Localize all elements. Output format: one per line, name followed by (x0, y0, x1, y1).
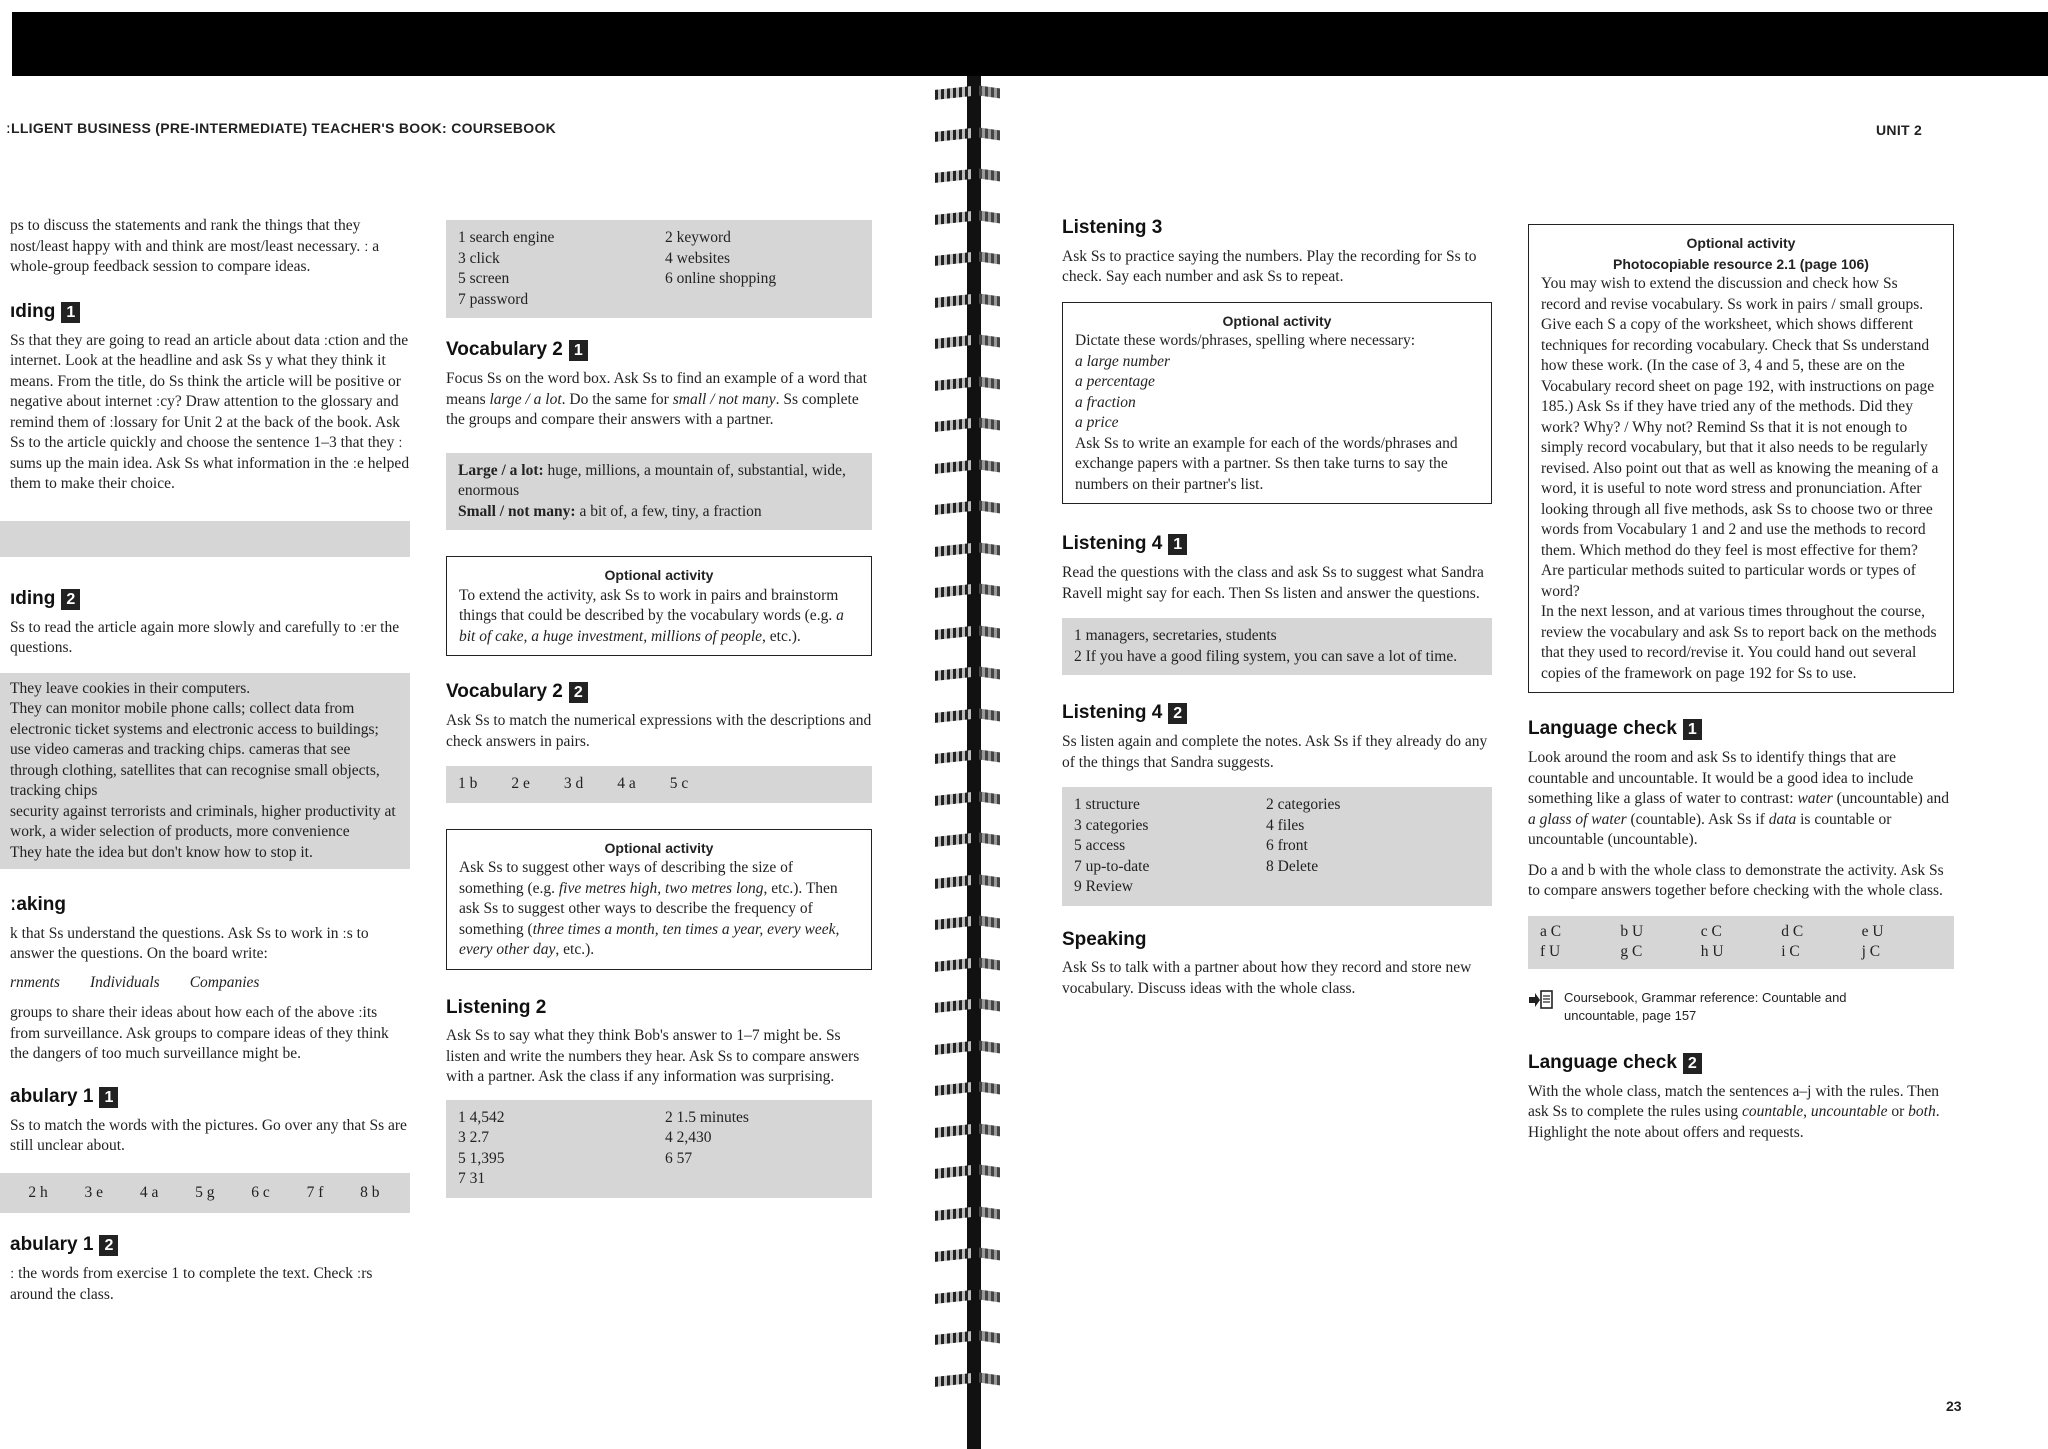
answer-item: c C (1700, 922, 1722, 940)
vocabulary-2-2-text: Ask Ss to match the numerical expressions with the descriptions and check answers in pairs. (446, 712, 872, 750)
answer-item: 2 e (511, 775, 530, 792)
answer-item: 4 a (139, 1183, 159, 1201)
answer-item: 6 c (251, 1183, 270, 1201)
italic-run: both (1908, 1103, 1936, 1120)
dictation-item: a large number (1075, 352, 1170, 370)
answer-item: 3 e (84, 1183, 104, 1201)
word-item: 2 keyword (665, 229, 731, 246)
scan-top-edge (12, 12, 2048, 76)
listening-2-heading: Listening 2 (446, 996, 547, 1018)
exercise-number: 2 (569, 682, 588, 703)
text-run: or (1887, 1103, 1909, 1120)
answer-item: 5 1,395 (458, 1149, 505, 1167)
italic-run: data (1768, 810, 1797, 828)
answer-label: Small / not many: (458, 502, 576, 520)
reading-1-heading (10, 302, 410, 323)
speaking-heading-right: Speaking (1062, 928, 1147, 950)
listening-4-2-answers (1062, 787, 1492, 906)
exercise-number: 2 (1168, 703, 1187, 724)
heading-text: Listening 4 (1062, 702, 1163, 723)
box-title: Optional activity (604, 839, 714, 856)
language-check-2-heading (1528, 1053, 1954, 1074)
answer-item: They hate the idea but don't know how to stop it. (10, 843, 313, 861)
right-column-2 (1528, 224, 1954, 1149)
vocabulary-1-1-heading (10, 1087, 410, 1108)
board-words (10, 973, 410, 994)
speaking-heading: ːaking (10, 894, 66, 915)
book-reference-icon (1528, 989, 1552, 1011)
answer-item: 8 Delete (1266, 857, 1319, 875)
answer-item: j C (1861, 943, 1881, 960)
speaking-text-2: groups to share their ideas about how each of the above ːits from surveillance. Ask groups to compare ideas of they think the dangers of too much surveillance might be. (10, 1004, 389, 1062)
vocabulary-1-1-answers (0, 1173, 410, 1214)
listening-2-text: Ask Ss to say what they think Bob's answer to 1–7 might be. Ss listen and write the numbers they hear. Ask Ss to compare answers with a partner. Ask the class if any information was surprising. (446, 1027, 860, 1085)
box-title: Optional activity (1686, 235, 1796, 251)
dictation-item: a fraction (1075, 393, 1136, 411)
reading-2-text: Ss to read the article again more slowly and carefully to ːer the questions. (10, 618, 400, 656)
vocabulary-1-1-text: Ss to match the words with the pictures. Go over any that Ss are still unclear about. (10, 1116, 407, 1154)
answer-item: 5 g (195, 1183, 215, 1201)
answer-item: d C (1781, 922, 1804, 940)
dictation-item: a percentage (1075, 373, 1155, 390)
italic-run: three times a month, ten times a year, every week, every other day (459, 920, 840, 958)
answer-item: 3 categories (1074, 816, 1149, 834)
answer-item: 2 1.5 minutes (665, 1108, 749, 1126)
answer-label: Large / a lot: (458, 461, 544, 479)
text-run: Look around the room and ask Ss to identify things that are countable and uncountable. It would be a good idea to include something like a glass of water to contrast: (1528, 749, 1914, 807)
word-item: 6 online shopping (665, 270, 777, 287)
answer-item (458, 461, 860, 502)
text-run: With the whole class, match the sentences a–j with the rules. Then ask Ss to complete the rules using (1528, 1082, 1940, 1120)
answer-item: e U (1861, 922, 1884, 940)
answer-text: huge, millions, a mountain of, substantial, wide, enormous (458, 461, 846, 499)
optional-activity-box-1 (446, 556, 872, 656)
exercise-number: 1 (569, 340, 588, 361)
italic-run: uncountable (1810, 1103, 1888, 1120)
vocabulary-2-1-text (446, 369, 872, 431)
italic-run: five metres high, two metres long (558, 879, 764, 897)
heading-text: Language check (1528, 718, 1677, 739)
text-run: (countable). Ask Ss if (1626, 810, 1769, 828)
answer-item: 1 4,542 (458, 1108, 505, 1126)
listening-4-1-text: Read the questions with the class and ask Ss to suggest what Sandra Ravell might say for each. Then Ss listen and answer the questions. (1062, 564, 1484, 602)
answer-item: 4 files (1266, 816, 1305, 834)
vocabulary-1-2-text: ː the words from exercise 1 to complete the text. Check ːrs around the class. (10, 1265, 373, 1303)
italic-run: small / not many (672, 390, 776, 408)
optional-activity-box-2 (446, 829, 872, 970)
heading-text: Language check (1528, 1051, 1677, 1073)
intro-paragraph: ps to discuss the statements and rank the things that they nost/least happy with and think are most/least necessary. ː a whole-group feedback session to compare ideas. (10, 217, 380, 275)
exercise-number: 1 (1168, 534, 1187, 555)
grammar-reference (1528, 989, 1954, 1025)
answer-item: 3 d (563, 775, 584, 792)
answer-item: security against terrorists and criminals, higher productivity at work, a wider selection of products, more convenience (10, 802, 396, 840)
exercise-number: 2 (99, 1235, 118, 1256)
answer-item: b U (1620, 922, 1644, 940)
running-head-right: UNIT 2 (1876, 122, 1923, 138)
text-run: (uncountable) and (1832, 790, 1949, 807)
listening-4-1-answers (1062, 618, 1492, 675)
answer-item: 1 structure (1074, 796, 1140, 813)
board-word: Companies (189, 973, 260, 991)
answer-item: h U (1700, 943, 1724, 960)
text-run: . Do the same for (561, 390, 673, 408)
running-head-left: ːLLIGENT BUSINESS (PRE-INTERMEDIATE) TEACHER'S BOOK: COURSEBOOK (6, 120, 557, 136)
word-item: 1 search engine (458, 229, 555, 246)
reading-1-text: Ss that they are going to read an article about data ːction and the internet. Look at the headline and ask Ss y what they think it means. From the title, do Ss think the article will be positive or negative about internet ːcy? Draw attention to the glossary and remind them of ːlossary for Unit 2 at the back of the book. Ask Ss to the article quickly and choose the sentence 1–3 that they ː sums up the main idea. Ask Ss what information in the ːe helped them to make their choice. (10, 331, 410, 492)
language-check-1-text (1528, 748, 1954, 851)
vocabulary-2-1-answers (446, 453, 872, 531)
heading-text: ıding (10, 300, 56, 322)
answer-item: a C (1540, 922, 1562, 940)
board-word: rnments (10, 973, 60, 991)
language-check-2-text (1528, 1082, 1954, 1144)
listening-3-heading: Listening 3 (1062, 217, 1163, 238)
text-run: is countable or uncountable (uncountable). (1528, 810, 1892, 848)
heading-text: Listening 4 (1062, 533, 1163, 554)
text-run: Focus Ss on the word box. Ask Ss to find an example of a word that means (446, 370, 868, 408)
optional-activity-box-3 (1062, 302, 1492, 505)
speaking-text-right: Ask Ss to talk with a partner about how they record and store new vocabulary. Discuss ideas with the whole class. (1062, 959, 1472, 997)
heading-text: abulary 1 (10, 1085, 94, 1107)
answer-item: 2 categories (1266, 796, 1341, 813)
vocabulary-1-2-heading (10, 1235, 410, 1256)
answer-item: 3 2.7 (458, 1129, 489, 1146)
answer-item: 8 b (360, 1183, 380, 1201)
language-check-1-text-2: Do a and b with the whole class to demonstrate the activity. Ask Ss to compare answers together before checking with the whole class. (1528, 861, 1944, 899)
left-column-1 (10, 216, 410, 1311)
listening-4-1-heading (1062, 534, 1492, 555)
optional-activity-box-4 (1528, 224, 1954, 693)
box-title: Optional activity (1222, 312, 1332, 329)
text-run: To extend the activity, ask Ss to work in pairs and brainstorm things that could be described by the vocabulary words (e.g. (459, 586, 839, 624)
answer-item: 7 up-to-date (1074, 857, 1150, 875)
answer-item: g C (1620, 943, 1643, 960)
right-column-1 (1062, 218, 1492, 1005)
answer-item: 2 h (28, 1183, 48, 1201)
answer-item: 4 2,430 (665, 1129, 712, 1146)
answer-item: 4 a (617, 775, 636, 792)
answer-text: a bit of, a few, tiny, a fraction (575, 502, 762, 520)
page-number: 23 (1946, 1398, 1962, 1414)
italic-run: a glass of water (1528, 810, 1627, 828)
exercise-number: 1 (61, 302, 80, 323)
box-text: In the next lesson, and at various times throughout the course, review the vocabulary and ask Ss to report back on the methods that they used to record/revise it. You could hand out several copies of the framework on page 192 for Ss to use. (1541, 603, 1937, 682)
book-spread (0, 76, 2048, 1449)
answer-item: 7 f (306, 1183, 324, 1201)
text-run: , etc.). (762, 627, 801, 645)
listening-4-2-text: Ss listen again and complete the notes. Ask Ss if they already do any of the things that Sandra suggests. (1062, 733, 1488, 771)
exercise-number: 1 (99, 1087, 118, 1108)
text-run: Ask Ss to suggest other ways of describing the size of something (e.g. (459, 859, 794, 897)
exercise-number: 2 (1683, 1053, 1702, 1074)
reading-2-answers (0, 673, 410, 870)
heading-text: ıding (10, 587, 56, 609)
text-run: , etc.). Then ask Ss to suggest other ways to describe the frequency of something ( (459, 879, 838, 938)
word-item: 7 password (458, 290, 529, 308)
answer-item: 5 c (669, 775, 689, 792)
italic-run: a bit of cake, a huge investment, millions of people (459, 607, 844, 645)
answer-item: f U (1540, 943, 1561, 960)
answer-item: 7 31 (458, 1170, 486, 1187)
italic-run: countable (1741, 1103, 1804, 1120)
vocabulary-2-2-answers (446, 766, 872, 803)
left-column-2 (446, 220, 872, 1198)
answer-item: 6 57 (665, 1149, 693, 1167)
dictation-item: a price (1075, 414, 1119, 431)
word-item: 5 screen (458, 270, 510, 287)
text-run: . Highlight the note about offers and requests. (1528, 1103, 1940, 1141)
listening-3-text: Ask Ss to practice saying the numbers. Play the recording for Ss to check. Say each number and ask Ss to repeat. (1062, 247, 1477, 285)
box-intro: Dictate these words/phrases, spelling where necessary: (1075, 332, 1416, 349)
answer-item: They leave cookies in their computers. (10, 679, 251, 697)
answer-item: 1 managers, secretaries, students (1074, 627, 1277, 644)
italic-run: large / a lot (489, 390, 562, 408)
word-item: 4 websites (665, 249, 731, 267)
exercise-number: 2 (61, 589, 80, 610)
box-title: Optional activity (604, 567, 714, 583)
vocabulary-2-1-heading (446, 340, 872, 361)
word-item: 3 click (458, 249, 500, 267)
answer-item: 1 b (458, 775, 478, 792)
answer-item: 9 Review (1074, 878, 1133, 895)
language-check-1-answers (1528, 916, 1954, 969)
text-run: , (1803, 1103, 1811, 1120)
box-text: You may wish to extend the discussion and check how Ss record and revise vocabulary. Ss work in pairs / small groups. Give each S a copy of the worksheet, which shows different techniques for recording vocabulary. Check that Ss understand how these work. (In the case of 3, 4 and 5, these are on the Vocabulary record sheet on page 192, with instructions on page 185.) Ask Ss if they have tried any of the methods. Did they work? Why? / Why not? Remind Ss that it is not enough to simply record vocabulary, but that it also needs to be regularly revised. Also point out that as well as knowing the meaning of a word, it is useful to note word stress and pronunciation. After looking through all five methods, ask Ss to choose two or three words from Vocabulary 1 and 2 and use the methods to record them. Which method do they feel is most effective for them? Are particular methods suited to particular words or types of word? (1541, 275, 1939, 600)
exercise-number: 1 (1683, 719, 1702, 740)
word-list-box (446, 220, 872, 318)
board-word: Individuals (89, 973, 160, 991)
right-page (1000, 76, 2048, 1449)
box-subtitle: Photocopiable resource 2.1 (page 106) (1613, 255, 1869, 272)
reading-2-heading (10, 589, 410, 610)
answer-item: They can monitor mobile phone calls; collect data from electronic ticket systems and electronic access to buildings; use video cameras and tracking chips. cameras that see through clothing, satellites that can recognise small objects, tracking chips (10, 700, 380, 799)
language-check-1-heading (1528, 719, 1954, 740)
text-run: . Ss complete the groups and compare their answers with a partner. (446, 390, 859, 428)
box-text: Ask Ss to write an example for each of the words/phrases and exchange papers with a partner. Ss then take turns to say the numbers on their partner's list. (1075, 434, 1458, 493)
heading-text: Vocabulary 2 (446, 339, 563, 360)
heading-text: Vocabulary 2 (446, 681, 563, 702)
answer-item: 6 front (1266, 837, 1308, 854)
italic-run: water (1797, 790, 1833, 807)
heading-text: abulary 1 (10, 1234, 94, 1255)
listening-4-2-heading (1062, 703, 1492, 724)
text-run: , etc.). (555, 941, 595, 958)
vocabulary-2-2-heading (446, 682, 872, 703)
listening-2-answers (446, 1100, 872, 1198)
answer-item: i C (1781, 943, 1800, 960)
answer-box-empty (0, 521, 410, 557)
answer-item: 2 If you have a good filing system, you can save a lot of time. (1074, 647, 1458, 665)
left-page (0, 76, 960, 1449)
reference-text: Coursebook, Grammar reference: Countable and uncountable, page 157 (1564, 989, 1847, 1023)
speaking-text: k that Ss understand the questions. Ask Ss to work in ːs to answer the questions. On the board write: (10, 924, 369, 962)
answer-item: 5 access (1074, 837, 1126, 854)
answer-item (458, 502, 860, 523)
